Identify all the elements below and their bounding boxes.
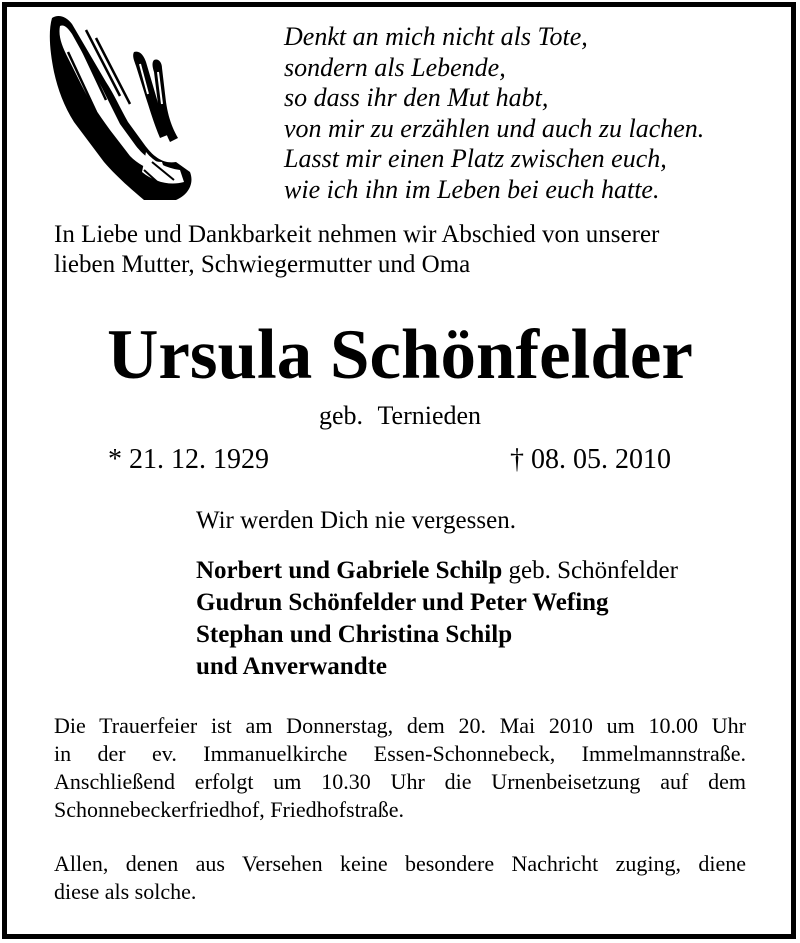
birth-date: * 21. 12. 1929 [108, 444, 269, 475]
family-maiden-note: geb. Schönfelder [502, 557, 678, 584]
farewell-line: Wir werden Dich nie vergessen. [196, 507, 516, 534]
family-line [196, 555, 678, 587]
poem-line: Denkt an mich nicht als Tote, [284, 22, 588, 51]
deceased-name: Ursula Schönfelder [107, 316, 693, 394]
intro-line: lieben Mutter, Schwiegermutter und Oma [54, 251, 471, 278]
closing-line: Allen, denen aus Versehen keine besondere Nachricht zuging, diene [54, 851, 746, 876]
funeral-line: Anschließend erfolgt um 10.30 Uhr die Urnenbeisetzung auf dem [54, 769, 746, 794]
funeral-line: in der ev. Immanuelkirche Essen-Schonnebeck, Immelmannstraße. [54, 741, 746, 766]
maiden-name-value: Ternieden [377, 401, 482, 430]
intro-text [54, 220, 754, 280]
poem-line: wie ich ihn im Leben bei euch hatte. [284, 174, 660, 204]
poem-line: so dass ihr den Mut habt, [284, 83, 549, 112]
funeral-details [54, 712, 746, 824]
funeral-line: Schonnebeckerfriedhof, Friedhofstraße. [54, 797, 405, 822]
poem-line: Lasst mir einen Platz zwischen euch, [284, 144, 667, 173]
family-line: Stephan und Christina Schilp [196, 621, 513, 648]
memorial-poem [284, 22, 704, 205]
family-names: Norbert und Gabriele Schilp [196, 557, 503, 584]
family-signatures [196, 555, 678, 683]
maiden-name-prefix: geb. [318, 401, 363, 430]
maiden-name [0, 400, 800, 432]
intro-line: In Liebe und Dankbarkeit nehmen wir Abschied von unserer [54, 221, 660, 248]
closing-note [54, 850, 746, 906]
closing-line: diese als solche. [54, 879, 197, 904]
death-date: † 08. 05. 2010 [510, 444, 671, 475]
family-line: und Anverwandte [196, 653, 388, 680]
family-line: Gudrun Schönfelder und Peter Wefing [196, 589, 609, 616]
praying-hands-icon [44, 12, 194, 202]
funeral-line: Die Trauerfeier ist am Donnerstag, dem 20. Mai 2010 um 10.00 Uhr [54, 713, 746, 738]
poem-line: sondern als Lebende, [284, 52, 506, 82]
poem-line: von mir zu erzählen und auch zu lachen. [284, 113, 705, 143]
